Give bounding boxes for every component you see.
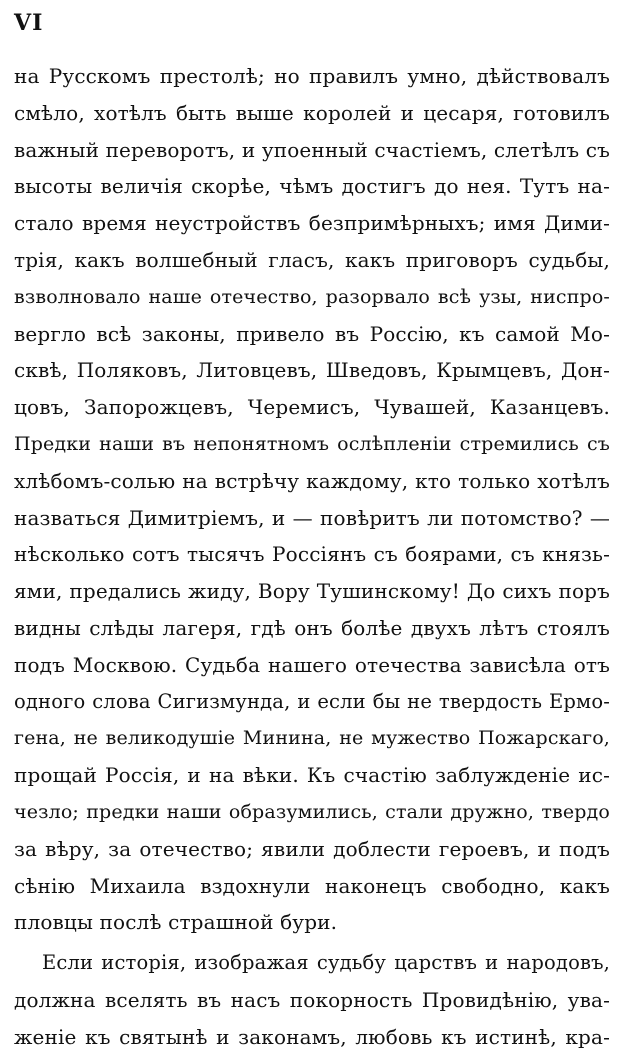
text-line: нѣсколько сотъ тысячъ Россіянъ съ боярами, съ князь-: [14, 542, 610, 567]
text-line: пловцы послѣ страшной бури.: [14, 910, 338, 935]
text-line: вергло всѣ законы, привело въ Россію, къ самой Мо-: [14, 321, 610, 346]
text-line: одного слова Сигизмунда, и если бы не твердость Ермо-: [14, 689, 610, 713]
text-line: сквѣ, Поляковъ, Литовцевъ, Шведовъ, Крымцевъ, Дон-: [14, 358, 610, 383]
text-line: назваться Димитріемъ, и — повѣритъ ли потомство? —: [14, 505, 610, 530]
text-line: видны слѣды лагеря, гдѣ онъ болѣе двухъ лѣтъ стоялъ: [14, 615, 610, 640]
text-line: хлѣбомъ-солью на встрѣчу каждому, кто только хотѣлъ: [14, 468, 610, 493]
text-line: взволновало наше отечество, разорвало всѣ узы, ниспро-: [14, 285, 610, 308]
text-line: Предки наши въ непонятномъ ослѣпленіи стремились съ: [14, 432, 610, 455]
text-line: чезло; предки наши образумились, стали дружно, твердо: [14, 800, 610, 823]
text-line: важный переворотъ, и упоенный счастіемъ, слетѣлъ съ: [14, 137, 610, 162]
text-line: трія, какъ волшебный гласъ, какъ приговоръ судьбы,: [14, 247, 610, 272]
text-line: смѣло, хотѣлъ быть выше королей и цесаря, готовилъ: [14, 100, 610, 125]
body-text: [14, 58, 610, 1056]
paragraph-2: [14, 945, 610, 1055]
text-line: за вѣру, за отечество; явили доблести героевъ, и подъ: [14, 836, 610, 861]
text-line: ями, предались жиду, Вору Тушинскому! До сихъ поръ: [14, 579, 610, 604]
text-line: на Русскомъ престолѣ; но правилъ умно, дѣйствовалъ: [14, 64, 610, 88]
text-line: Если исторія, изображая судьбу царствъ и народовъ,: [42, 951, 610, 975]
text-line: сѣнію Михаила вздохнули наконецъ свободно, какъ: [14, 873, 610, 898]
text-line: гена, не великодушіе Минина, не мужество Пожарскаго,: [14, 727, 610, 750]
text-line: высоты величія скорѣе, чѣмъ достигъ до нея. Тутъ на-: [14, 174, 610, 199]
text-line: цовъ, Запорожцевъ, Черемисъ, Чувашей, Казанцевъ.: [14, 395, 610, 420]
paragraph-1: [14, 58, 610, 941]
text-line: должна вселять въ насъ покорность Провидѣнію, ува-: [14, 987, 610, 1012]
page-number: VI: [14, 10, 44, 36]
text-line: прощай Россія, и на вѣки. Къ счастію заблужденіе ис-: [14, 763, 610, 788]
text-line: женіе къ святынѣ и законамъ, любовь къ истинѣ, кра-: [14, 1024, 610, 1049]
text-line: подъ Москвою. Судьба нашего отечества зависѣла отъ: [14, 652, 610, 677]
text-line: стало время неустройствъ безпримѣрныхъ; имя Дими-: [14, 211, 610, 236]
